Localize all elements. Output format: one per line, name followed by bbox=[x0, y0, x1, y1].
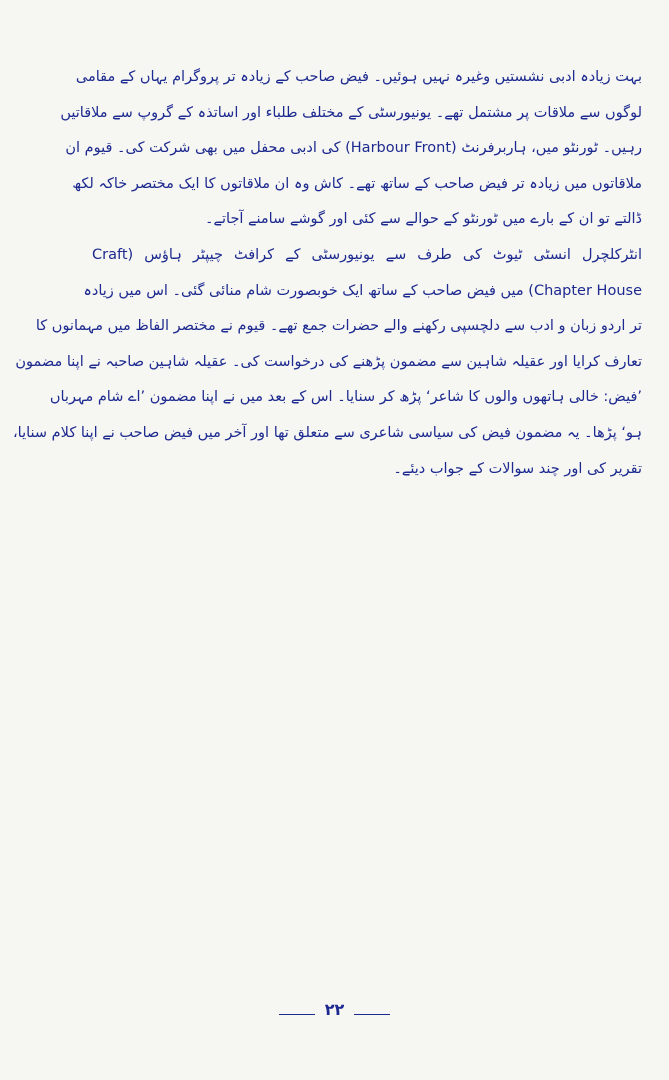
text-line: لوگوں سے ملاقات پر مشتمل تھے۔ یونیورسٹی کے مختلف طلباء اور اساتذہ کے گروپ سے ملاقاتیں bbox=[60, 104, 642, 121]
text-line: ملاقاتوں میں زیادہ تر فیض صاحب کے ساتھ تھے۔ کاش وہ ان ملاقاتوں کا ایک مختصر خاکہ لکھ bbox=[72, 175, 642, 192]
text-line: Chapter House) میں فیض صاحب کے ساتھ ایک خوبصورت شام منائی گئی۔ اس میں زیادہ bbox=[83, 282, 642, 299]
text-line: تر اردو زبان و ادب سے دلچسپی رکھنے والے حضرات جمع تھے۔ قیوم نے مختصر الفاظ میں مہمانوں کا bbox=[35, 318, 642, 335]
page-number-right-rule bbox=[354, 1014, 390, 1016]
page-number-left-rule bbox=[279, 1014, 315, 1016]
text-line: رہیں۔ ٹورنٹو میں، ہاربرفرنٹ (Harbour Front) کی ادبی محفل میں بھی شرکت کی۔ قیوم ان bbox=[65, 140, 642, 157]
text-line: انٹرکلچرل انسٹی ٹیوٹ کی طرف سے یونیورسٹی کے کرافٹ چیپٹر ہاؤس (Craft bbox=[92, 246, 642, 263]
text-line: تقریر کی اور چند سوالات کے جواب دیئے۔ bbox=[393, 460, 642, 477]
page-number-footer bbox=[0, 1000, 669, 1019]
text-line: ’فیض: خالی ہاتھوں والوں کا شاعر‘ پڑھ کر سنایا۔ اس کے بعد میں نے اپنا مضمون ’اے شام مہرباں bbox=[49, 389, 642, 406]
text-line: بہت زیادہ ادبی نشستیں وغیرہ نہیں ہوئیں۔ فیض صاحب کے زیادہ تر پروگرام یہاں کے مقامی bbox=[75, 69, 642, 85]
text-line: ڈالتے تو ان کے بارے میں ٹورنٹو کے حوالے سے کئی اور گوشے سامنے آجاتے۔ bbox=[205, 211, 642, 228]
text-line: تعارف کرایا اور عقیلہ شاہین سے مضمون پڑھنے کی درخواست کی۔ عقیلہ شاہین صاحبہ نے اپنا مضمون bbox=[15, 353, 642, 370]
body-text bbox=[13, 60, 642, 487]
page-number: ۲۲ bbox=[324, 1000, 345, 1019]
text-line: ہو‘ پڑھا۔ یہ مضمون فیض کی سیاسی شاعری سے متعلق تھا اور آخر میں فیض صاحب نے اپنا کلام سنایا، bbox=[13, 424, 642, 441]
